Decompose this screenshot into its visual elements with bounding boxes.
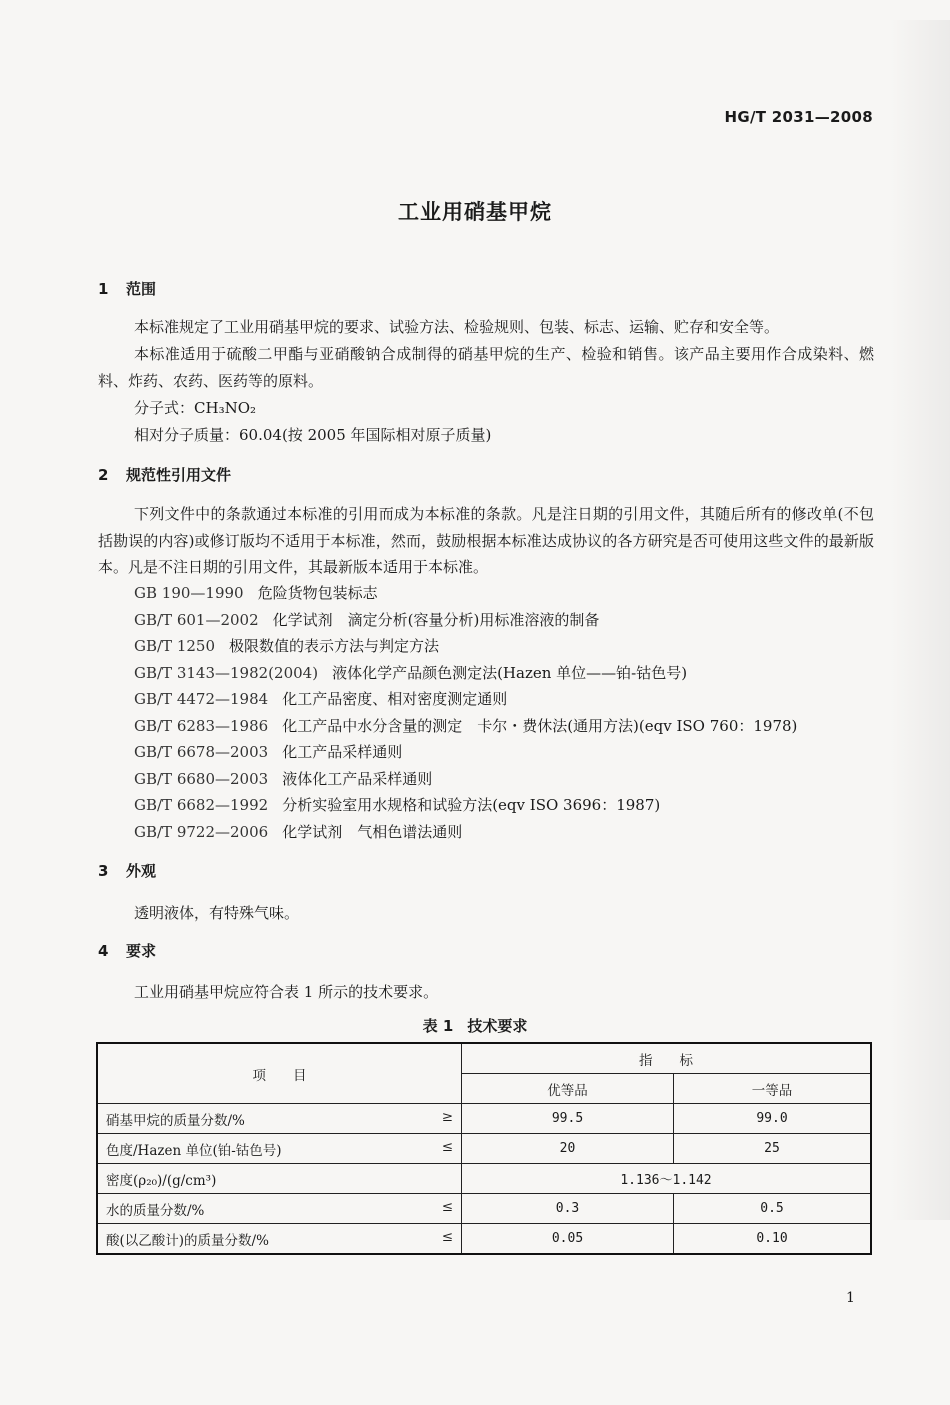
row-item: 密度(ρ₂₀)/(g/cm³) — [97, 1164, 462, 1194]
section-title: 外观 — [126, 862, 157, 880]
reference-name: 危险货物包装标志 — [257, 584, 378, 602]
section-title: 范围 — [126, 280, 157, 298]
reference-name: 化学试剂 滴定分析(容量分析)用标准溶液的制备 — [272, 610, 600, 629]
reference-item — [134, 660, 797, 687]
row-value-superior: 20 — [462, 1134, 674, 1164]
reference-name: 化工产品中水分含量的测定 卡尔・费休法(通用方法)(eqv ISO 760：1978) — [282, 716, 798, 735]
reference-code: GB/T 6283—1986 — [134, 716, 269, 735]
reference-item — [134, 713, 797, 740]
requirements-text: 工业用硝基甲烷应符合表 1 所示的技术要求。 — [134, 983, 439, 1001]
table-row — [97, 1134, 871, 1164]
row-item: 硝基甲烷的质量分数/% ≥ — [97, 1104, 462, 1134]
section-title: 规范性引用文件 — [126, 466, 232, 484]
section-3-heading — [98, 860, 156, 881]
reference-code: GB/T 601—2002 — [134, 610, 259, 629]
row-item: 酸(以乙酸计)的质量分数/% ≤ — [97, 1224, 462, 1255]
header-grade-first: 一等品 — [674, 1074, 872, 1104]
reference-name: 化学试剂 气相色谱法通则 — [282, 822, 463, 841]
section-number: 2 — [98, 466, 109, 484]
reference-code: GB/T 3143—1982(2004) — [134, 663, 319, 682]
requirements-table — [96, 1042, 872, 1255]
section-2-heading — [98, 464, 231, 485]
header-item: 项 目 — [97, 1043, 462, 1104]
row-value-superior: 99.5 — [462, 1104, 674, 1134]
row-value-superior: 0.05 — [462, 1224, 674, 1255]
row-item: 色度/Hazen 单位(铂-钴色号) ≤ — [97, 1134, 462, 1164]
reference-item — [134, 766, 797, 793]
formula-label: 分子式： — [134, 399, 195, 417]
reference-code: GB/T 4472—1984 — [134, 690, 269, 708]
formula-value: CH₃NO₂ — [194, 399, 257, 417]
normative-references-list — [134, 580, 797, 845]
reference-code: GB/T 9722—2006 — [134, 822, 269, 841]
reference-name: 液体化工产品采样通则 — [282, 769, 433, 788]
header-index: 指 标 — [462, 1043, 872, 1074]
appearance-text: 透明液体，有特殊气味。 — [134, 904, 300, 922]
relative-molecular-mass: 相对分子质量：60.04(按 2005 年国际相对原子质量) — [134, 426, 492, 444]
molecular-formula — [134, 397, 256, 418]
section-4-heading — [98, 940, 156, 961]
reference-name: 化工产品密度、相对密度测定通则 — [282, 690, 508, 708]
reference-item — [134, 686, 797, 713]
table-caption — [0, 1015, 950, 1036]
table-row — [97, 1224, 871, 1255]
table-header-row — [97, 1043, 871, 1074]
section-number: 1 — [98, 280, 109, 298]
header-grade-superior: 优等品 — [462, 1074, 674, 1104]
table-title: 技术要求 — [467, 1017, 528, 1035]
row-value-merged: 1.136～1.142 — [462, 1164, 872, 1194]
section-number: 4 — [98, 942, 109, 960]
standard-code: HG/T 2031—2008 — [724, 108, 873, 126]
table-row — [97, 1164, 871, 1194]
row-value-first: 25 — [674, 1134, 872, 1164]
reference-code: GB/T 6680—2003 — [134, 769, 269, 788]
row-value-superior: 0.3 — [462, 1194, 674, 1224]
row-item: 水的质量分数/% ≤ — [97, 1194, 462, 1224]
section-1-paragraph-1: 本标准规定了工业用硝基甲烷的要求、试验方法、检验规则、包装、标志、运输、贮存和安全等。 — [134, 318, 780, 336]
section-title: 要求 — [126, 942, 157, 960]
row-value-first: 0.10 — [674, 1224, 872, 1255]
reference-name: 化工产品采样通则 — [282, 743, 403, 761]
reference-code: GB/T 1250 — [134, 637, 216, 655]
table-number: 表 1 — [422, 1017, 454, 1035]
reference-item — [134, 819, 797, 846]
table-row — [97, 1104, 871, 1134]
reference-code: GB/T 6678—2003 — [134, 743, 269, 761]
section-1-heading — [98, 278, 156, 299]
section-1-paragraph-2: 本标准适用于硫酸二甲酯与亚硝酸钠合成制得的硝基甲烷的生产、检验和销售。该产品主要用作合成染料、燃料、炸药、农药、医药等的原料。 — [98, 345, 874, 390]
table-row — [97, 1194, 871, 1224]
reference-item — [134, 607, 797, 634]
reference-item — [134, 739, 797, 766]
reference-code: GB 190—1990 — [134, 584, 244, 602]
reference-item — [134, 580, 797, 607]
document-title: 工业用硝基甲烷 — [398, 200, 552, 224]
row-value-first: 99.0 — [674, 1104, 872, 1134]
page-number: 1 — [846, 1290, 855, 1306]
reference-item — [134, 792, 797, 819]
reference-item — [134, 633, 797, 660]
reference-name: 分析实验室用水规格和试验方法(eqv ISO 3696：1987) — [282, 796, 661, 814]
reference-code: GB/T 6682—1992 — [134, 796, 269, 814]
section-2-intro: 下列文件中的条款通过本标准的引用而成为本标准的条款。凡是注日期的引用文件，其随后所有的修改单(不包括勘误的内容)或修订版均不适用于本标准，然而，鼓励根据本标准达成协议的各方研究是否可使用这些文件的最新版本。凡是不注日期的引用文件，其最新版本适用于本标准。 — [98, 505, 874, 576]
row-value-first: 0.5 — [674, 1194, 872, 1224]
reference-name: 极限数值的表示方法与判定方法 — [229, 637, 440, 655]
reference-name: 液体化学产品颜色测定法(Hazen 单位——铂-钴色号) — [332, 663, 688, 682]
section-number: 3 — [98, 862, 109, 880]
